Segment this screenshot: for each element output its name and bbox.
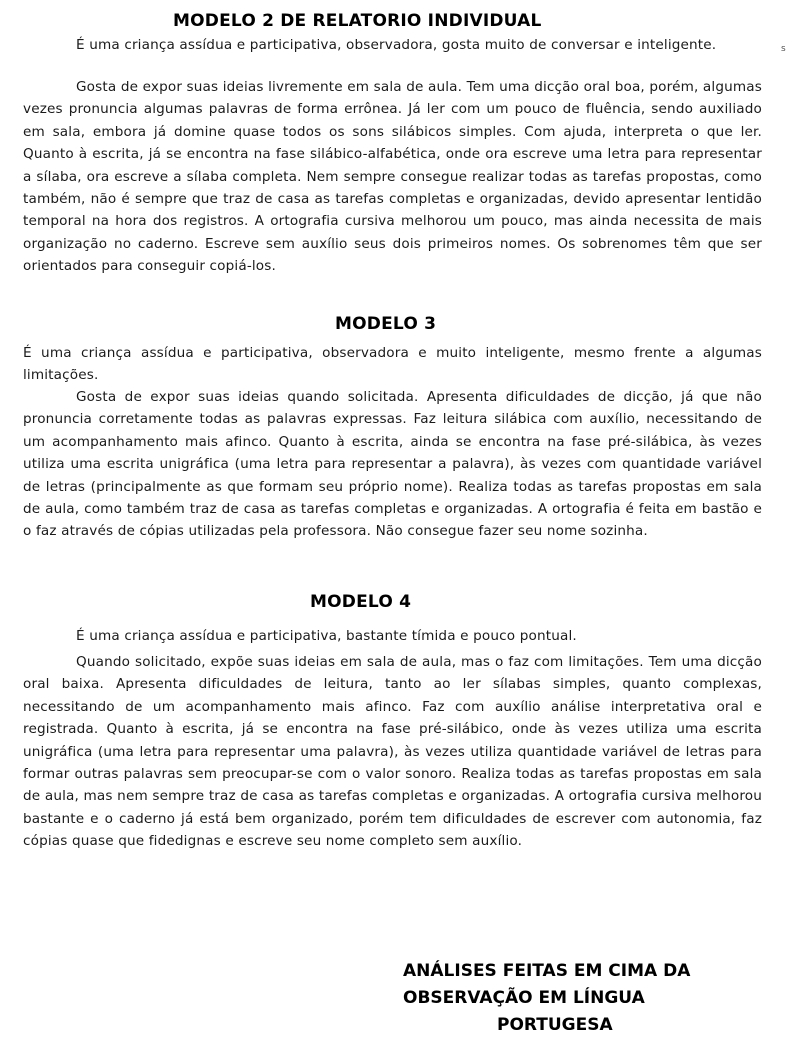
modelo2-paragraph-2: Gosta de expor suas ideias livremente em sala de aula. Tem uma dicção oral boa, porém, algumas vezes pronuncia algumas palavras de forma errônea. Já ler com um pouco de fluência, sendo auxiliado em sala, embora já domine quase todos os sons silábicos simples. Com ajuda, interpreta o que ler. Quanto à escrita, já se encontra na fase silábico-alfabética, onde ora escreve uma letra para representar a sílaba, ora escreve a sílaba completa. Nem sempre consegue realizar todas as tarefas propostas, como também, não é sempre que traz de casa as tarefas completas e organizadas, devido apresentar lentidão temporal na hora dos registros. A ortografia cursiva melhorou um pouco, mas ainda necessita de mais organização no caderno. Escreve sem auxílio seus dois primeiros nomes. Os sobrenomes têm que ser orientados para conseguir copiá-los. [23,79,762,275]
modelo2-title: MODELO 2 DE RELATORIO INDIVIDUAL [173,11,542,31]
modelo3-title: MODELO 3 [335,314,437,334]
modelo4-paragraph-2: Quando solicitado, expõe suas ideias em sala de aula, mas o faz com limitações. Tem uma dicção oral baixa. Apresenta dificuldades de leitura, tanto ao ler sílabas simples, quanto complexas, necessitando de um acompanhamento mais afinco. Faz com auxílio análise interpretativa oral e registrada. Quanto à escrita, já se encontra na fase pré-silábico, onde às vezes utiliza uma escrita unigráfica (uma letra para representar uma palavra), às vezes utiliza quantidade variável de letras para formar outras palavras sem preocupar-se com o valor sonoro. Realiza todas as tarefas propostas em sala de aula, mas nem sempre traz de casa as tarefas completas e organizadas. A ortografia cursiva melhorou bastante e o caderno já está bem organizado, porém tem dificuldades de escrever com autonomia, faz cópias quase que fidedignas e escreve seu nome completo sem auxílio. [23,654,762,850]
modelo2-paragraph-1: É uma criança assídua e participativa, observadora, gosta muito de conversar e inteligente. [76,37,717,53]
footer-line-2: OBSERVAÇÃO EM LÍNGUA [403,988,645,1008]
modelo4-paragraph-1: É uma criança assídua e participativa, bastante tímida e pouco pontual. [76,628,577,644]
footer-line-1: ANÁLISES FEITAS EM CIMA DA [403,961,691,981]
stray-mark: s [781,44,786,54]
modelo4-title: MODELO 4 [310,592,412,612]
modelo3-paragraph-1: É uma criança assídua e participativa, observadora e muito inteligente, mesmo frente a algumas limitações. [23,345,762,384]
footer-line-3: PORTUGESA [497,1015,613,1035]
footer-note [403,958,690,1039]
modelo3-paragraph-2: Gosta de expor suas ideias quando solicitada. Apresenta dificuldades de dicção, já que não pronuncia corretamente todas as palavras expressas. Faz leitura silábica com auxílio, necessitando de um acompanhamento mais afinco. Quanto à escrita, ainda se encontra na fase pré-silábica, às vezes utiliza uma escrita unigráfica (uma letra para representar a palavra), às vezes com quantidade variável de letras (principalmente as que formam seu próprio nome). Realiza todas as tarefas propostas em sala de aula, como também traz de casa as tarefas completas e organizadas. A ortografia é feita em bastão e o faz através de cópias utilizadas pela professora. Não consegue fazer seu nome sozinha. [23,389,762,540]
